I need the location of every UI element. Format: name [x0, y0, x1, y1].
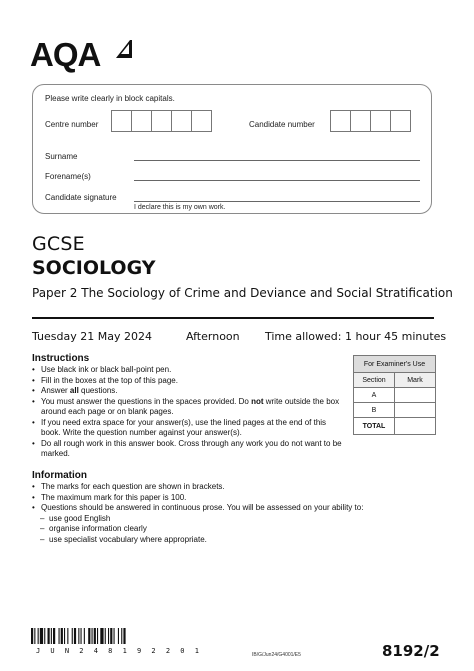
examiner-use-table: [353, 355, 436, 435]
bullet-icon: •: [32, 492, 35, 502]
centre-number-cell[interactable]: [131, 110, 152, 132]
barcode-bar: [110, 628, 112, 644]
barcode-bar: [53, 628, 55, 644]
barcode-bar: [92, 628, 93, 644]
barcode-bar: [40, 628, 43, 644]
dash-icon: –: [40, 534, 45, 544]
forenames-field[interactable]: [134, 180, 420, 181]
dash-icon: –: [40, 524, 45, 533]
centre-number-cell[interactable]: [171, 110, 192, 132]
barcode-bar: [97, 628, 98, 644]
mark-column-header: Mark: [395, 373, 436, 388]
barcode-bar: [123, 628, 125, 644]
bullet-icon: •: [32, 365, 35, 374]
centre-number-boxes[interactable]: [111, 110, 212, 132]
barcode-bar: [84, 628, 85, 644]
list-item: • You must answer the questions in the spaces provided. Do not write outside the box around each page or on blank pages.: [32, 396, 340, 416]
barcode-bar: [74, 628, 76, 644]
barcode-bar: [51, 628, 52, 644]
instructions-list: [32, 365, 347, 460]
list-item: • Use black ink or black ball-point pen.: [32, 365, 172, 374]
candidate-number-label: Candidate number: [249, 120, 315, 129]
paper-code: 8192/2: [382, 642, 440, 660]
signature-label: Candidate signature: [45, 193, 117, 202]
barcode-bar: [61, 628, 63, 644]
list-item: • Questions should be answered in continuous prose. You will be assessed on your ability to:: [32, 503, 364, 512]
section-a-cell: A: [354, 388, 395, 403]
surname-field[interactable]: [134, 160, 420, 161]
forenames-label: Forename(s): [45, 172, 91, 181]
bullet-icon: •: [32, 482, 35, 491]
barcode-bar: [88, 628, 90, 644]
centre-number-label: Centre number: [45, 120, 99, 129]
list-item: • The marks for each question are shown in brackets.: [32, 482, 225, 491]
divider: [32, 317, 434, 319]
barcode-bar: [48, 628, 50, 644]
bullet-icon: •: [32, 503, 35, 512]
list-item: – use good English: [40, 513, 111, 523]
list-item: – use specialist vocabulary where appropriate.: [40, 534, 207, 544]
bullet-icon: •: [32, 417, 35, 427]
candidate-number-cell[interactable]: [370, 110, 391, 132]
bullet-icon: •: [32, 396, 35, 406]
list-item: • Do all rough work in this answer book. Cross through any work you do not want to be marked.: [32, 438, 342, 458]
dash-icon: –: [40, 513, 45, 523]
instructions-heading: Instructions: [32, 353, 90, 364]
time-allowed: Time allowed: 1 hour 45 minutes: [265, 330, 447, 343]
reference-code: IB/G/Jun24/G4001/E5: [252, 652, 301, 658]
exam-session: Afternoon: [186, 330, 240, 343]
declaration-text: I declare this is my own work.: [134, 204, 226, 211]
examiner-table-title: For Examiner's Use: [354, 356, 436, 373]
barcode-bar: [67, 628, 68, 644]
paper-title: Paper 2 The Sociology of Crime and Deviance and Social Stratification: [32, 286, 453, 300]
bullet-icon: •: [32, 438, 35, 448]
centre-number-cell[interactable]: [191, 110, 212, 132]
list-item: • The maximum mark for this paper is 100.: [32, 492, 187, 502]
qualification-title: GCSE: [32, 233, 85, 255]
mark-a-cell: [395, 388, 436, 403]
exam-date: Tuesday 21 May 2024: [32, 330, 152, 343]
barcode-bar: [44, 628, 45, 644]
barcode-icon: [31, 628, 169, 644]
total-mark-cell: [395, 418, 436, 435]
total-cell: TOTAL: [354, 418, 395, 435]
barcode-bar: [81, 628, 82, 644]
centre-number-cell[interactable]: [151, 110, 172, 132]
barcode-text: J U N 2 4 8 1 9 2 2 0 1: [36, 647, 202, 655]
barcode-bar: [121, 628, 122, 644]
bullet-icon: •: [32, 386, 35, 395]
list-item: • Fill in the boxes at the top of this page.: [32, 375, 178, 385]
candidate-number-cell[interactable]: [330, 110, 351, 132]
surname-label: Surname: [45, 152, 78, 161]
candidate-number-cell[interactable]: [350, 110, 371, 132]
section-column-header: Section: [354, 373, 395, 388]
barcode-bar: [94, 628, 96, 644]
list-item: • Answer all questions.: [32, 386, 118, 395]
aqa-logo-text: AQA: [30, 36, 101, 73]
information-heading: Information: [32, 470, 87, 481]
barcode-bar: [59, 628, 60, 644]
block-capitals-note: Please write clearly in block capitals.: [45, 94, 175, 103]
barcode-bar: [38, 628, 39, 644]
subject-title: SOCIOLOGY: [32, 257, 156, 279]
barcode-bar: [118, 628, 119, 644]
bullet-icon: •: [32, 375, 35, 385]
list-item: – organise information clearly: [40, 524, 147, 533]
mark-b-cell: [395, 403, 436, 418]
barcode-bar: [72, 628, 73, 644]
signature-field[interactable]: [134, 201, 420, 202]
barcode-bar: [34, 628, 35, 644]
candidate-number-cell[interactable]: [390, 110, 411, 132]
barcode-bar: [100, 628, 103, 644]
barcode-bar: [78, 628, 79, 644]
barcode-bar: [105, 628, 106, 644]
barcode-bar: [108, 628, 109, 644]
candidate-number-boxes[interactable]: [330, 110, 411, 132]
barcode-bar: [64, 628, 65, 644]
information-list: [32, 482, 432, 545]
barcode-bar: [31, 628, 33, 644]
section-b-cell: B: [354, 403, 395, 418]
list-item: • If you need extra space for your answer(s), use the lined pages at the end of this book. Write the question number against your answer(s).: [32, 417, 327, 437]
barcode-bar: [114, 628, 115, 644]
aqa-logo-mark-icon: [112, 36, 134, 62]
centre-number-cell[interactable]: [111, 110, 132, 132]
